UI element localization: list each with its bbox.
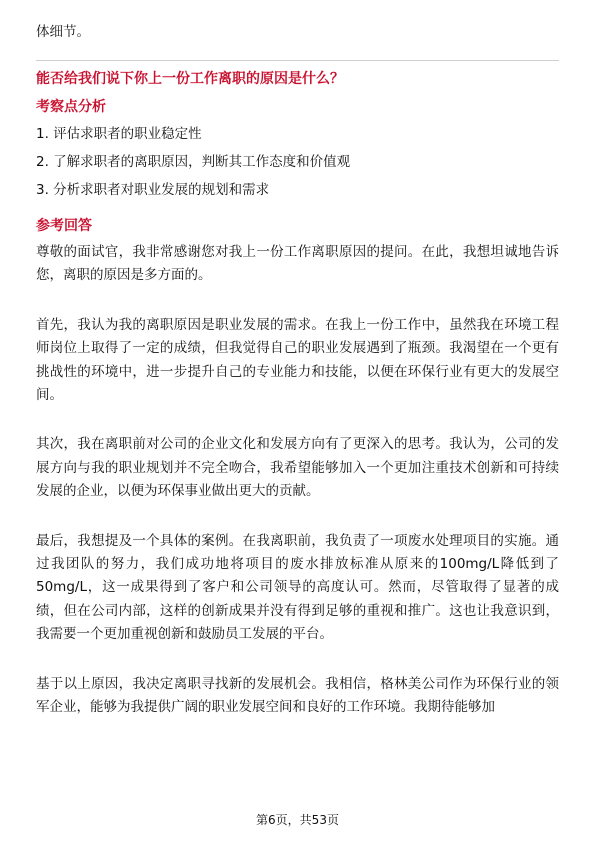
section-divider	[36, 60, 559, 61]
analysis-list	[36, 124, 350, 208]
analysis-item: 1. 评估求职者的职业稳定性	[36, 126, 202, 142]
analysis-heading: 考察点分析	[36, 99, 106, 115]
answer-paragraph: 其次，我在离职前对公司的企业文化和发展方向有了更深入的思考。我认为，公司的发展方向与我的职业规划并不完全吻合，我希望能够加入一个更加注重技术创新和可持续发展的企业，以便为环保事业做出更大的贡献。	[36, 436, 559, 500]
answer-paragraph: 首先，我认为我的离职原因是职业发展的需求。在我上一份工作中，虽然我在环境工程师岗位上取得了一定的成绩，但我觉得自己的职业发展遇到了瓶颈。我渴望在一个更有挑战性的环境中，进一步提升自己的专业能力和技能，以便在环保行业有更大的发展空间。	[36, 316, 559, 404]
analysis-item: 2. 了解求职者的离职原因，判断其工作态度和价值观	[36, 154, 351, 170]
page-number: 第6页，共53页	[256, 813, 339, 827]
answer-body	[36, 241, 559, 746]
previous-section-tail: 体细节。	[36, 24, 90, 40]
answer-paragraph: 最后，我想提及一个具体的案例。在我离职前，我负责了一项废水处理项目的实施。通过我团队的努力，我们成功地将项目的废水排放标准从原来的100mg/L降低到了50mg/L，这一成果得到了客户和公司领导的高度认可。然而，尽管取得了显著的成绩，但在公司内部，这样的创新成果并没有得到足够的重视和推广。这也让我意识到，我需要一个更加重视创新和鼓励员工发展的平台。	[36, 532, 559, 643]
answer-paragraph: 基于以上原因，我决定离职寻找新的发展机会。我相信，格林美公司作为环保行业的领军企业，能够为我提供广阔的职业发展空间和良好的工作环境。我期待能够加	[36, 675, 559, 716]
answer-heading: 参考回答	[36, 218, 92, 234]
answer-paragraph: 尊敬的面试官，我非常感谢您对我上一份工作离职原因的提问。在此，我想坦诚地告诉您，离职的原因是多方面的。	[36, 244, 559, 284]
analysis-item: 3. 分析求职者对职业发展的规划和需求	[36, 182, 270, 198]
question-title: 能否给我们说下你上一份工作离职的原因是什么？	[36, 71, 344, 87]
